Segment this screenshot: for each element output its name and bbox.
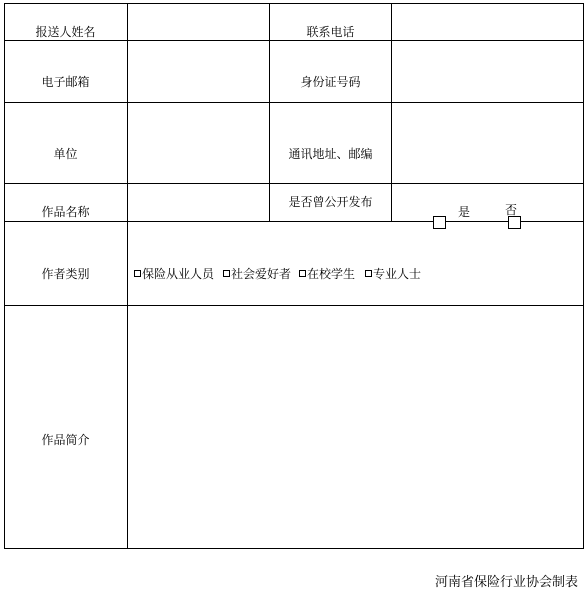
submitter-name-label: 报送人姓名 <box>35 25 96 39</box>
work-title-field[interactable] <box>128 184 269 221</box>
submitter-name-field[interactable] <box>128 4 269 40</box>
address-postcode-label: 通讯地址、邮编 <box>288 147 373 161</box>
published-yes-checkbox[interactable] <box>433 216 446 229</box>
checkbox-icon <box>299 270 306 277</box>
published-before-label: 是否曾公开发布 <box>288 195 373 209</box>
organization-field[interactable] <box>128 103 269 183</box>
checkbox-icon <box>365 270 372 277</box>
phone-field[interactable] <box>392 4 583 40</box>
author-category-option-label: 保险从业人员 <box>142 267 215 281</box>
published-yes-label: 是 <box>458 205 471 219</box>
published-no-label: 否 <box>505 203 518 217</box>
email-field[interactable] <box>128 41 269 102</box>
checkbox-icon <box>134 270 141 277</box>
author-category-option[interactable] <box>299 267 355 281</box>
author-category-option-label: 在校学生 <box>307 267 356 281</box>
id-number-field[interactable] <box>392 41 583 102</box>
row-divider <box>4 221 584 222</box>
id-number-label: 身份证号码 <box>300 75 361 89</box>
phone-label: 联系电话 <box>306 25 355 39</box>
author-category-option-label: 社会爱好者 <box>231 267 292 281</box>
row-divider <box>4 183 584 184</box>
author-category-option[interactable] <box>365 267 421 281</box>
checkbox-icon <box>223 270 230 277</box>
email-label: 电子邮箱 <box>41 75 90 89</box>
organization-label: 单位 <box>53 147 78 161</box>
author-category-option[interactable] <box>223 267 291 281</box>
author-category-option-label: 专业人士 <box>373 267 422 281</box>
author-category-option[interactable] <box>134 267 214 281</box>
form-issuer-footer: 河南省保险行业协会制表 <box>434 575 578 590</box>
work-summary-label: 作品简介 <box>41 433 90 447</box>
address-postcode-field[interactable] <box>392 103 583 183</box>
work-title-label: 作品名称 <box>41 205 90 219</box>
author-category-label: 作者类别 <box>41 267 90 281</box>
published-no-checkbox[interactable] <box>508 216 521 229</box>
work-summary-field[interactable] <box>128 306 583 548</box>
